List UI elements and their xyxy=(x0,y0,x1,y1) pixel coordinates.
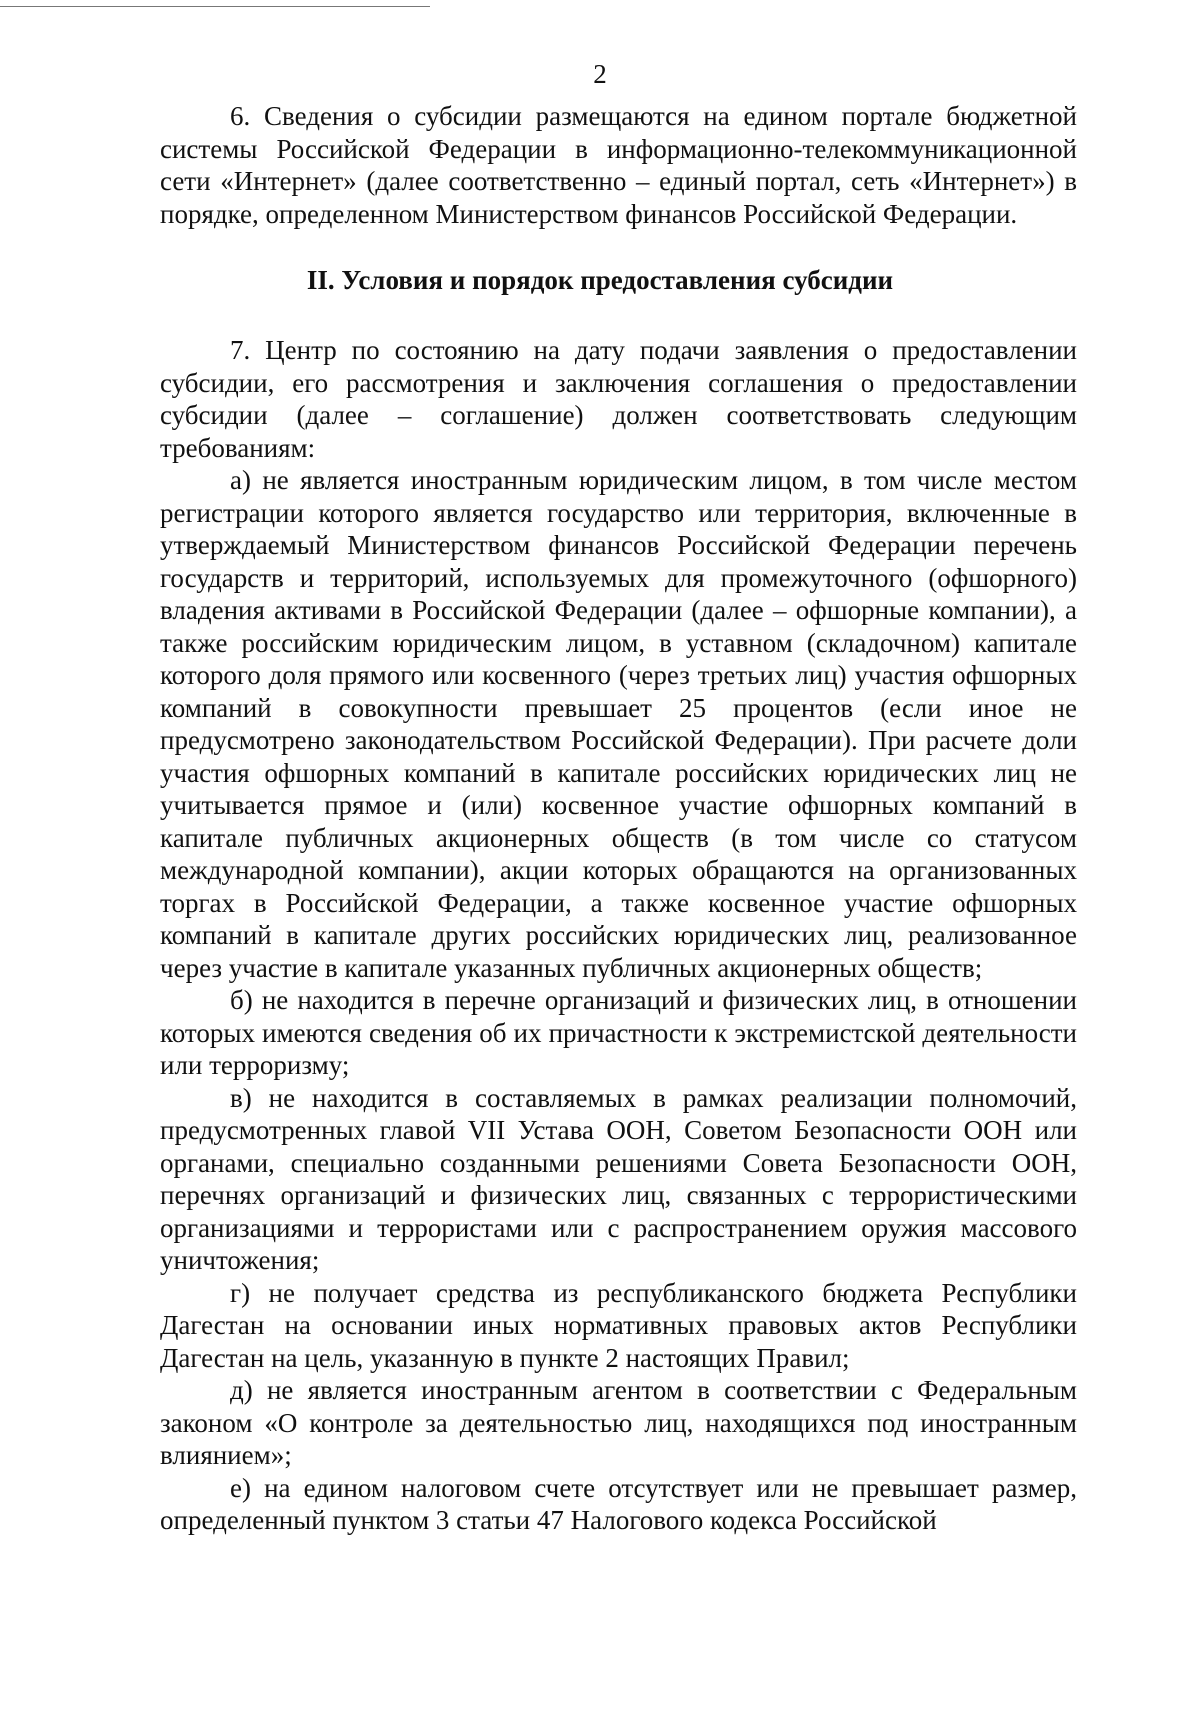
section-1-text xyxy=(160,100,1077,230)
item-e: е) на едином налоговом счете отсутствует или не превышает размер, определенный пунктом 3 статьи 47 Налогового кодекса Российской xyxy=(160,1472,1077,1535)
section-2-text xyxy=(160,334,1077,1537)
item-b: б) не находится в перечне организаций и физических лиц, в отношении которых имеются сведения об их причастности к экстремистской деятельности или терроризму; xyxy=(160,985,1077,1080)
paragraph-7: 7. Центр по состоянию на дату подачи заявления о предоставлении субсидии, его рассмотрения и заключения соглашения о предоставлении субсидии (далее – соглашение) должен соответствовать следующим требованиям: xyxy=(160,335,1077,463)
scan-edge-line xyxy=(0,6,430,7)
section-heading: II. Условия и порядок предоставления субсидии xyxy=(306,265,894,295)
page-number: 2 xyxy=(593,59,607,89)
item-d: д) не является иностранным агентом в соответствии с Федеральным законом «О контроле за деятельностью лиц, находящихся под иностранным влиянием»; xyxy=(160,1375,1077,1470)
item-a: а) не является иностранным юридическим лицом, в том числе местом регистрации которого является государство или территория, включенные в утверждаемый Министерством финансов Российской Федерации перечень государств и территорий, используемых для промежуточного (офшорного) владения активами в Российской Федерации (далее – офшорные компании), а также российским юридическим лицом, в уставном (складочном) капитале которого доля прямого или косвенного (через третьих лиц) участия офшорных компаний в совокупности превышает 25 процентов (если иное не предусмотрено законодательством Российской Федерации). При расчете доли участия офшорных компаний в капитале российских юридических лиц не учитывается прямое и (или) косвенное участие офшорных компаний в капитале публичных акционерных обществ (в том числе со статусом международной компании), акции которых обращаются на организованных торгах в Российской Федерации, а также косвенное участие офшорных компаний в капитале других российских юридических лиц, реализованное через участие в капитале указанных публичных акционерных обществ; xyxy=(160,465,1077,983)
item-v: в) не находится в составляемых в рамках реализации полномочий, предусмотренных главой VII Устава ООН, Советом Безопасности ООН или органами, специально созданными решениями Совета Безопасности ООН, перечнях организаций и физических лиц, связанных с террористическими организациями и террористами или с распространением оружия массового уничтожения; xyxy=(160,1082,1077,1275)
item-g: г) не получает средства из республиканского бюджета Республики Дагестан на основании иных нормативных правовых актов Республики Дагестан на цель, указанную в пункте 2 настоящих Правил; xyxy=(160,1277,1077,1373)
paragraph-6: 6. Сведения о субсидии размещаются на едином портале бюджетной системы Российской Федерации в информационно-телекоммуникационной сети «Интернет» (далее соответственно – единый портал, сеть «Интернет») в порядке, определенном Министерством финансов Российской Федерации. xyxy=(160,101,1077,229)
